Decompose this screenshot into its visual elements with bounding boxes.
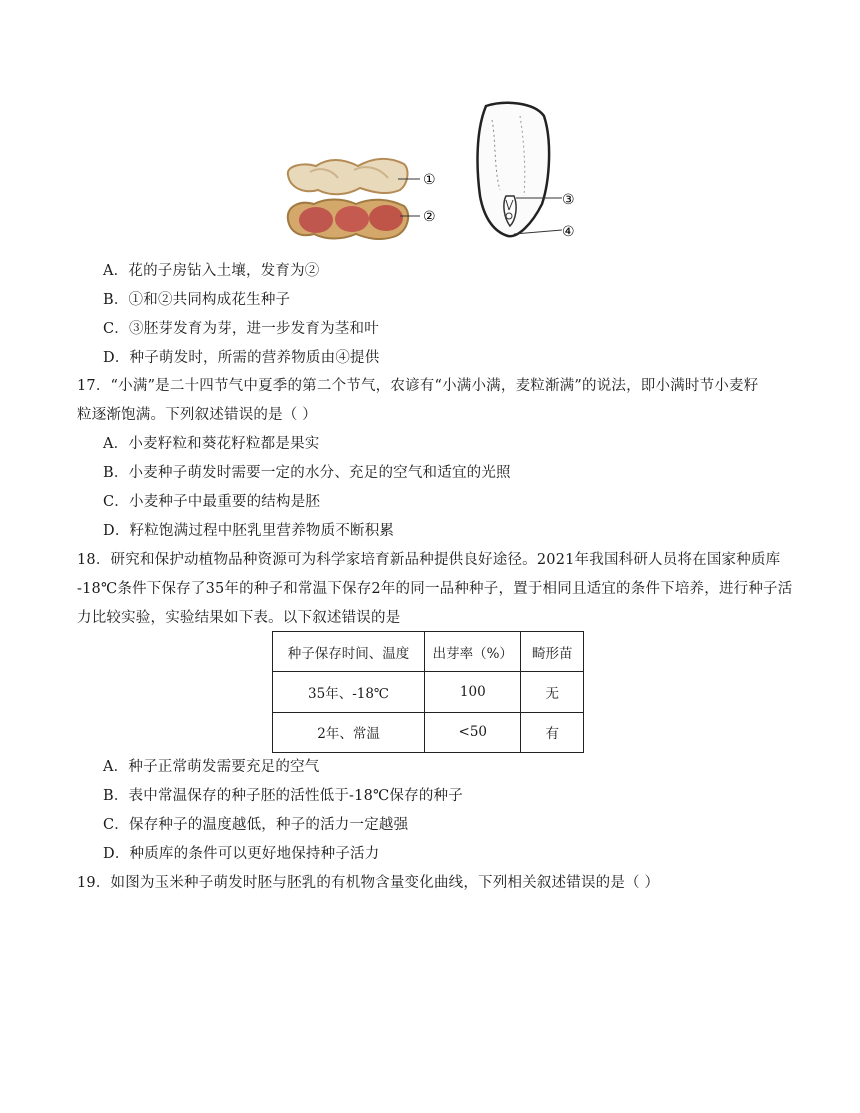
q18-stem-line1: 18．研究和保护动植物品种资源可为科学家培育新品种提供良好途径。2021年我国科研人员将在国家种质库	[77, 552, 781, 568]
table-header-cell: 畸形苗	[521, 632, 584, 672]
label-4: ④	[562, 224, 575, 240]
q17-option-b: B．小麦种子萌发时需要一定的水分、充足的空气和适宜的光照	[103, 465, 511, 481]
table-cell: 有	[521, 712, 584, 752]
table-header-cell: 出芽率（%）	[425, 632, 521, 672]
seed-vigor-table	[272, 631, 584, 753]
q17-stem-line2: 粒逐渐饱满。下列叙述错误的是（ ）	[77, 407, 318, 423]
table-header-row	[273, 632, 584, 672]
peanut-seeds-illustration	[288, 200, 420, 240]
q19-stem: 19．如图为玉米种子萌发时胚与胚乳的有机物含量变化曲线，下列相关叙述错误的是（ ）	[77, 875, 660, 891]
table-row	[273, 672, 584, 712]
table-header-cell: 种子保存时间、温度	[273, 632, 425, 672]
table-cell: 100	[425, 672, 521, 712]
q18-stem-line3: 力比较实验，实验结果如下表。以下叙述错误的是	[77, 610, 401, 626]
label-3: ③	[562, 192, 575, 208]
peanut-and-corn-diagram	[280, 100, 580, 245]
q18-stem-line2: -18℃条件下保存了35年的种子和常温下保存2年的同一品种种子，置于相同且适宜的条件下培养，进行种子活	[77, 581, 793, 597]
q16-option-b: B．①和②共同构成花生种子	[103, 292, 291, 308]
seed-figures	[280, 100, 580, 245]
table-cell: <50	[425, 712, 521, 752]
table-row	[273, 712, 584, 752]
label-1: ①	[423, 172, 436, 188]
q16-option-a: A．花的子房钻入土壤，发育为②	[103, 263, 320, 279]
q18-option-b: B．表中常温保存的种子胚的活性低于-18℃保存的种子	[103, 788, 463, 804]
q17-option-c: C．小麦种子中最重要的结构是胚	[103, 494, 321, 510]
table-cell: 2年、常温	[273, 712, 425, 752]
q17-stem-line1: 17．“小满”是二十四节气中夏季的第二个节气，农谚有“小满小满，麦粒渐满”的说法，即小满时节小麦籽	[77, 378, 759, 394]
q17-option-a: A．小麦籽粒和葵花籽粒都是果实	[103, 436, 320, 452]
q18-option-a: A．种子正常萌发需要充足的空气	[103, 759, 320, 775]
table-cell: 无	[521, 672, 584, 712]
q16-option-d: D．种子萌发时，所需的营养物质由④提供	[103, 350, 380, 366]
corn-seed-illustration	[478, 103, 562, 236]
q18-option-c: C．保存种子的温度越低，种子的活力一定越强	[103, 817, 409, 833]
q18-option-d: D．种质库的条件可以更好地保持种子活力	[103, 846, 380, 862]
label-2: ②	[423, 209, 436, 225]
q16-option-c: C．③胚芽发育为芽，进一步发育为茎和叶	[103, 321, 379, 337]
table-cell: 35年、-18℃	[273, 672, 425, 712]
q17-option-d: D．籽粒饱满过程中胚乳里营养物质不断积累	[103, 523, 395, 539]
peanut-shell-illustration	[288, 159, 420, 194]
